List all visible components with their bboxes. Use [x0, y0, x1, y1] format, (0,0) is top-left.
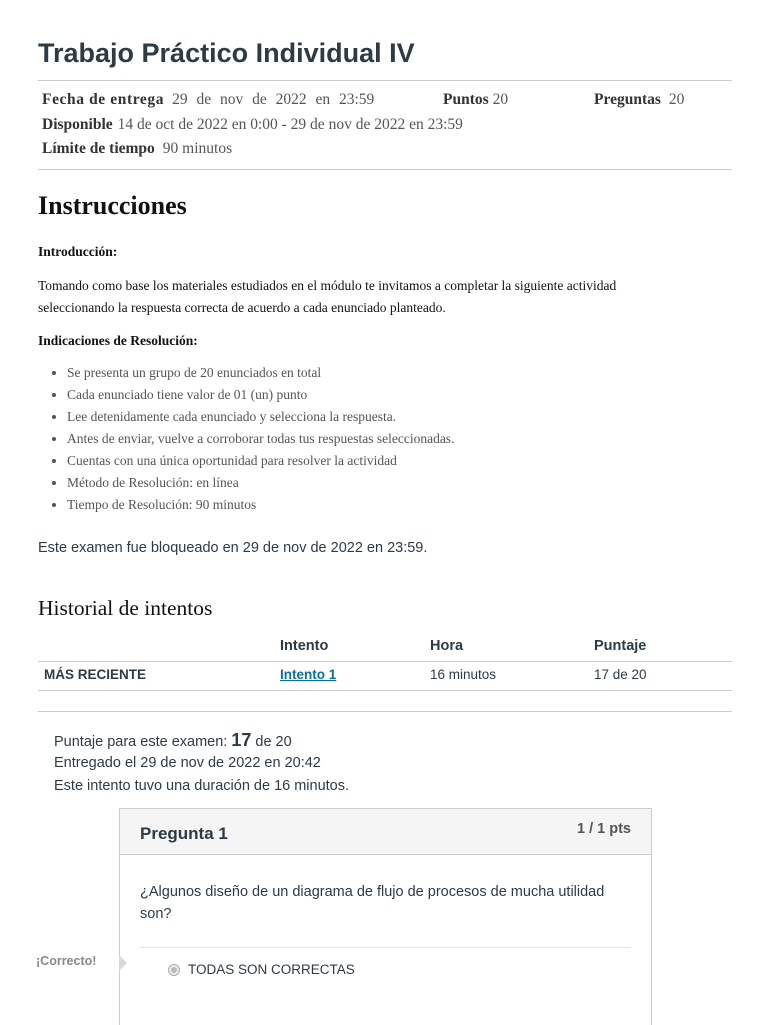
indications-list [48, 362, 454, 516]
list-item: • Se presenta un grupo de 20 enunciados en total [67, 362, 454, 384]
exam-score-value: 17 [231, 730, 252, 750]
question-header [120, 809, 651, 855]
questions [594, 91, 684, 109]
indications-heading [38, 330, 678, 352]
time-limit-value: 90 minutos [162, 140, 233, 157]
table-divider [38, 661, 732, 662]
indications-heading-text: Indicaciones de Resolución: [38, 333, 198, 348]
question-text: ¿Algunos diseño de un diagrama de flujo de procesos de mucha utilidad son? [140, 884, 605, 922]
intro-heading-text: Introducción: [38, 244, 118, 259]
availability-value: 14 de oct de 2022 en 0:00 - 29 de nov de 2022 en 23:59 [117, 116, 463, 133]
divider [38, 169, 732, 170]
due-date-label: Fecha de entrega [42, 91, 165, 108]
column-header-score: Puntaje [594, 638, 647, 654]
list-item: • Método de Resolución: en línea [67, 472, 454, 494]
due-date [42, 91, 374, 109]
list-item: • Cuentas con una única oportunidad para resolver la actividad [67, 450, 454, 472]
answer-divider [140, 947, 631, 948]
availability [42, 116, 463, 134]
exam-score-prefix: Puntaje para este examen: [54, 734, 232, 750]
questions-value: 20 [668, 91, 685, 108]
points-label: Puntos [443, 91, 489, 108]
points [443, 91, 508, 109]
exam-score [54, 730, 292, 751]
attempt-1-link[interactable]: Intento 1 [280, 667, 337, 682]
attempt-history-title: Historial de intentos [38, 596, 213, 620]
correct-arrow-icon [119, 955, 127, 971]
questions-label: Preguntas [594, 91, 661, 108]
exam-score-suffix: de 20 [251, 734, 292, 750]
column-header-time: Hora [430, 638, 464, 654]
list-item: • Lee detenidamente cada enunciado y selecciona la respuesta. [67, 406, 454, 428]
correct-tag: ¡Correcto! [36, 954, 97, 968]
time-limit-label: Límite de tiempo [42, 140, 155, 157]
time-limit [42, 140, 232, 158]
column-header-attempt: Intento [280, 638, 329, 654]
availability-label: Disponible [42, 116, 113, 133]
locked-message: Este examen fue bloqueado en 29 de nov de 2022 en 23:59. [38, 540, 428, 556]
question-card [119, 808, 652, 1025]
intro-text: Tomando como base los materiales estudiados en el módulo te invitamos a completar la siguiente actividad seleccionando la respuesta correcta de acuerdo a cada enunciado planteado. [38, 278, 617, 315]
table-divider [38, 690, 732, 691]
question-points: 1 / 1 pts [577, 821, 631, 837]
list-item: • Tiempo de Resolución: 90 minutos [67, 494, 454, 516]
page-title: Trabajo Práctico Individual IV [38, 38, 415, 68]
submitted-at: Entregado el 29 de nov de 2022 en 20:42 [54, 755, 321, 771]
divider [38, 80, 732, 81]
due-date-value: 29 de nov de 2022 en 23:59 [172, 91, 375, 108]
attempt-score-cell: 17 de 20 [594, 667, 647, 682]
divider [38, 711, 732, 712]
answer-radio[interactable] [168, 964, 180, 976]
attempt-duration: Este intento tuvo una duración de 16 minutos. [54, 778, 350, 794]
attempt-time-cell: 16 minutos [430, 667, 497, 682]
points-value: 20 [492, 91, 509, 108]
list-item: • Antes de enviar, vuelve a corroborar todas tus respuestas seleccionadas. [67, 428, 454, 450]
answer-label: TODAS SON CORRECTAS [188, 962, 355, 977]
question-title: Pregunta 1 [140, 824, 228, 843]
list-item: • Cada enunciado tiene valor de 01 (un) punto [67, 384, 454, 406]
attempt-1-cell [280, 667, 336, 682]
instructions-heading: Instrucciones [38, 191, 187, 220]
row-label-latest: MÁS RECIENTE [44, 667, 147, 682]
intro-heading [38, 241, 678, 263]
